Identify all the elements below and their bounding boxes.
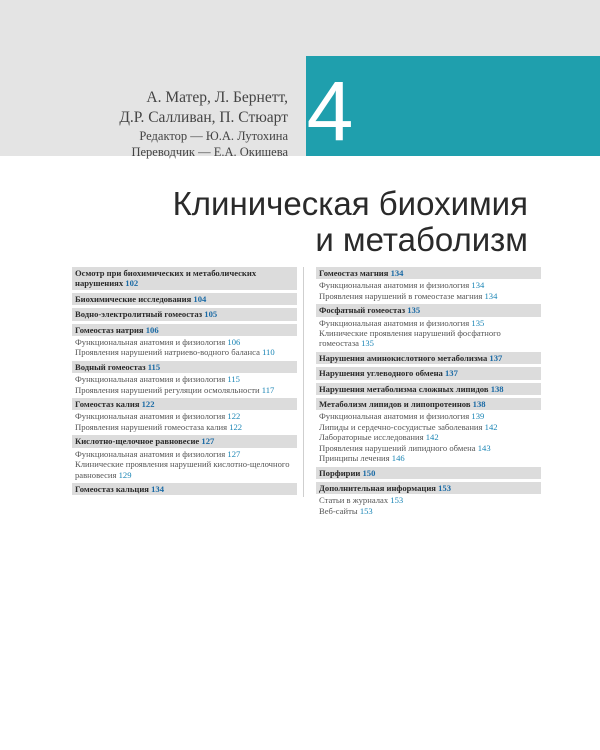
toc-page-number: 153 <box>390 495 404 506</box>
toc-entry-text: Нарушения углеводного обмена <box>319 368 443 379</box>
toc-section-heading[interactable] <box>72 293 297 305</box>
toc-page-number: 110 <box>262 347 275 358</box>
toc-entry-text: Гомеостаз калия <box>75 399 140 410</box>
toc-entry-text: Функциональная анатомия и физиология <box>75 337 226 348</box>
toc-entry-text: Проявления нарушений регуляции осмоляльности <box>75 384 260 395</box>
toc-page-number: 135 <box>361 338 374 349</box>
toc-entry[interactable] <box>316 495 541 505</box>
toc-page-number: 138 <box>490 383 504 394</box>
toc-entry-text: Гомеостаз натрия <box>75 324 144 335</box>
toc-page-number: 143 <box>477 442 491 453</box>
toc-entry-text: Метаболизм липидов и липопротеинов <box>319 399 471 410</box>
toc-page-number: 129 <box>118 469 132 480</box>
chapter-number: 4 <box>306 64 354 158</box>
toc-entry[interactable] <box>316 328 541 349</box>
toc-entry[interactable] <box>316 422 541 432</box>
credits-block <box>131 128 288 160</box>
toc-page-number: 117 <box>261 384 275 395</box>
toc-page-number: 153 <box>438 482 452 493</box>
toc-entry-text: Клинические проявления нарушений фосфатного гомеостаза <box>319 328 501 349</box>
toc-page-number: 134 <box>471 280 485 291</box>
toc-entry-text: Фосфатный гомеостаз <box>319 305 406 316</box>
toc-entry[interactable] <box>316 411 541 421</box>
toc-page-number: 134 <box>390 268 404 278</box>
toc-entry-text: Осмотр при биохимических и метаболических нарушениях <box>75 268 257 289</box>
toc-entry[interactable] <box>316 432 541 442</box>
toc-section-heading[interactable] <box>316 304 541 316</box>
chapter-title <box>173 186 528 258</box>
toc-entry[interactable] <box>72 449 297 459</box>
toc-page-number: 135 <box>471 317 485 328</box>
toc-entry-text: Водный гомеостаз <box>75 361 146 372</box>
toc-entry[interactable] <box>316 318 541 328</box>
toc-page-number: 142 <box>484 421 498 432</box>
toc-entry[interactable] <box>316 280 541 290</box>
toc-page-number: 122 <box>227 411 241 422</box>
toc-section-heading[interactable] <box>72 361 297 373</box>
toc-entry-text: Функциональная анатомия и физиология <box>75 374 226 385</box>
toc-page-number: 153 <box>359 505 373 516</box>
toc-entry-text: Функциональная анатомия и физиология <box>75 448 226 459</box>
toc-section-heading[interactable] <box>316 267 541 279</box>
toc-entry-text: Лабораторные исследования <box>319 432 424 443</box>
toc-page-number: 137 <box>489 352 503 363</box>
toc-left-column <box>72 267 297 496</box>
toc-section-heading[interactable] <box>72 267 297 290</box>
toc-entry[interactable] <box>72 385 297 395</box>
toc-entry-text: Дополнительная информация <box>319 482 436 493</box>
toc-entry-text: Гомеостаз кальция <box>75 483 149 494</box>
toc-entry[interactable] <box>316 291 541 301</box>
toc-section-heading[interactable] <box>72 435 297 447</box>
toc-page-number: 137 <box>444 368 458 379</box>
toc-section-heading[interactable] <box>316 482 541 494</box>
toc-section-heading[interactable] <box>72 324 297 336</box>
toc-page-number: 138 <box>472 399 486 410</box>
toc-page-number: 134 <box>151 483 165 494</box>
toc-page-number: 127 <box>201 436 215 447</box>
toc-entry-text: Проявления нарушений в гомеостазе магния <box>319 290 483 301</box>
toc-section-heading[interactable] <box>316 398 541 410</box>
toc-entry-text: Гомеостаз магния <box>319 268 389 278</box>
toc-page-number: 115 <box>147 361 161 372</box>
toc-section-heading[interactable] <box>316 352 541 364</box>
toc-entry[interactable] <box>316 443 541 453</box>
toc-column-divider <box>303 267 304 497</box>
toc-entry-text: Функциональная анатомия и физиология <box>319 280 470 291</box>
toc-entry-text: Функциональная анатомия и физиология <box>319 317 470 328</box>
toc-section-heading[interactable] <box>72 398 297 410</box>
toc-entry-text: Проявления нарушений гомеостаза калия <box>75 421 228 432</box>
toc-entry-text: Функциональная анатомия и физиология <box>75 411 226 422</box>
toc-page-number: 122 <box>141 399 155 410</box>
toc-page-number: 134 <box>484 290 498 301</box>
toc-page-number: 105 <box>204 309 218 320</box>
toc-page-number: 104 <box>193 293 207 304</box>
toc-section-heading[interactable] <box>72 483 297 495</box>
toc-section-heading[interactable] <box>316 467 541 479</box>
toc-entry[interactable] <box>72 347 297 357</box>
toc-entry-text: Нарушения аминокислотного метаболизма <box>319 352 488 363</box>
toc-entry-text: Биохимические исследования <box>75 293 192 304</box>
toc-section-heading[interactable] <box>316 367 541 379</box>
toc-entry-text: Кислотно-щелочное равновесие <box>75 436 200 447</box>
toc-entry-text: Статьи в журналах <box>319 495 389 506</box>
chapter-title-line: и метаболизм <box>315 221 528 258</box>
toc-entry[interactable] <box>72 422 297 432</box>
toc-entry[interactable] <box>316 506 541 516</box>
toc-entry[interactable] <box>316 453 541 463</box>
toc-entry-text: Липиды и сердечно-сосудистые заболевания <box>319 421 483 432</box>
toc-page-number: 135 <box>407 305 421 316</box>
toc-page-number: 115 <box>227 374 240 385</box>
toc-page-number: 127 <box>227 448 241 459</box>
authors-block <box>119 88 288 128</box>
toc-entry-text: Веб-сайты <box>319 505 358 516</box>
translator-credit: Переводчик — Е.А. Окишева <box>131 145 288 159</box>
toc-section-heading[interactable] <box>72 308 297 320</box>
toc-entry-text: Клинические проявления нарушений кислотно-щелочного равновесия <box>75 459 290 480</box>
toc-page-number: 106 <box>227 337 241 348</box>
toc-page-number: 106 <box>145 324 159 335</box>
toc-page-number: 142 <box>425 432 439 443</box>
toc-page-number: 102 <box>125 278 139 289</box>
toc-entry[interactable] <box>72 459 297 480</box>
toc-entry[interactable] <box>72 374 297 384</box>
toc-entry-text: Порфирии <box>319 467 361 478</box>
toc-page-number: 139 <box>471 411 485 422</box>
toc-entry-text: Проявления нарушений липидного обмена <box>319 442 476 453</box>
chapter-title-line: Клиническая биохимия <box>172 185 528 222</box>
toc-entry-text: Проявления нарушений натриево-водного баланса <box>75 347 260 358</box>
toc-page-number: 122 <box>229 421 243 432</box>
toc-entry-text: Функциональная анатомия и физиология <box>319 411 470 422</box>
authors-line: А. Матер, Л. Бернетт, <box>146 89 288 106</box>
toc-entry[interactable] <box>72 411 297 421</box>
toc-entry-text: Нарушения метаболизма сложных липидов <box>319 383 489 394</box>
toc-entry-text: Водно-электролитный гомеостаз <box>75 309 203 320</box>
editor-credit: Редактор — Ю.А. Лутохина <box>139 129 288 143</box>
authors-line: Д.Р. Салливан, П. Стюарт <box>119 109 288 126</box>
toc-page-number: 146 <box>391 453 405 464</box>
toc-section-heading[interactable] <box>316 383 541 395</box>
toc-entry-text: Принципы лечения <box>319 453 390 464</box>
toc-entry[interactable] <box>72 337 297 347</box>
toc-right-column <box>316 267 541 516</box>
toc-page-number: 150 <box>362 467 376 478</box>
